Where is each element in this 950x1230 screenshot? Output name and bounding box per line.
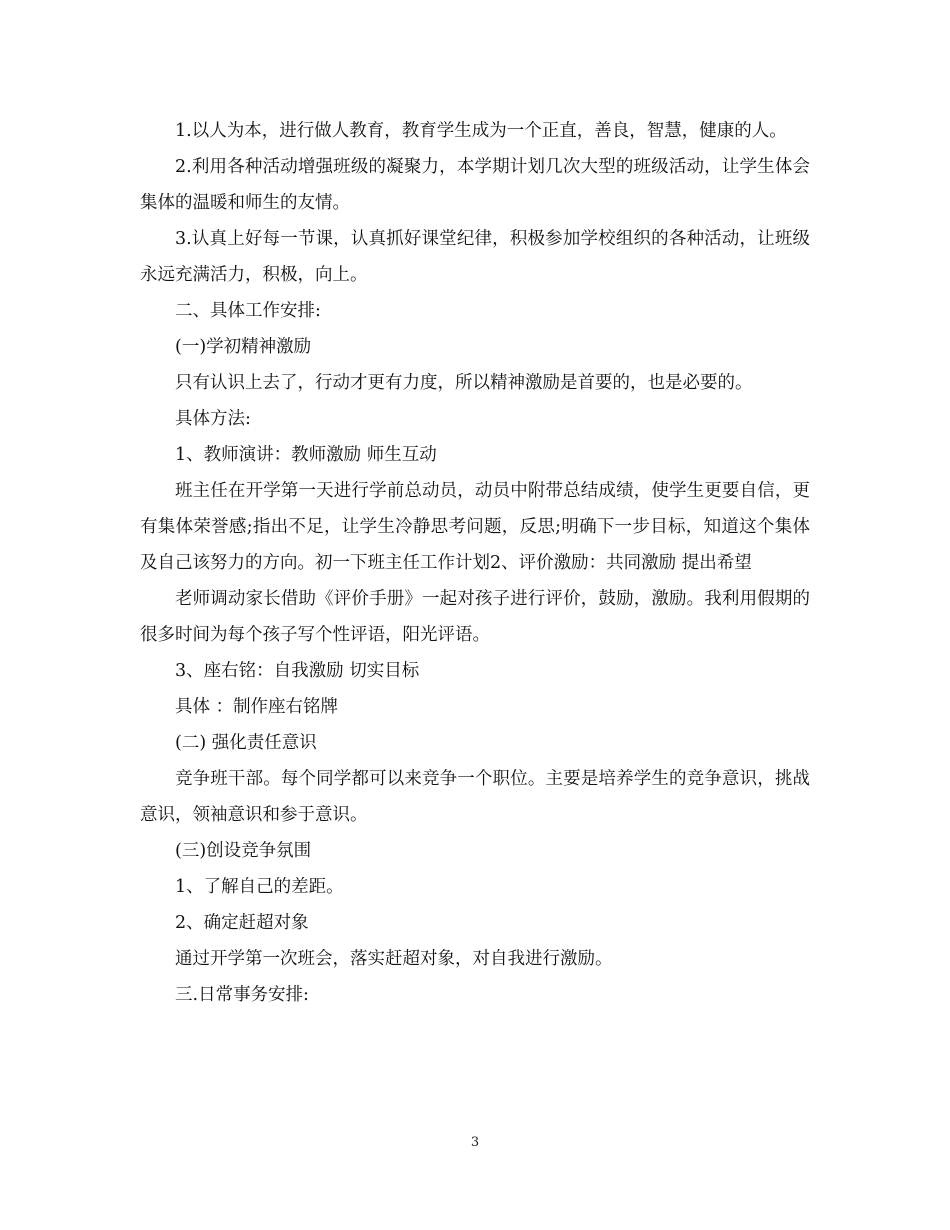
item-motto-plaque: 具体 ：制作座右铭牌 bbox=[175, 697, 339, 717]
paragraph-goal-3: 3.认真上好每一节课，认真抓好课堂纪律，积极参加学校组织的各种活动，让班级永远充满活力，积极，向上。 bbox=[140, 229, 810, 285]
paragraph-goal-2: 2.利用各种活动增强班级的凝聚力，本学期计划几次大型的班级活动，让学生体会集体的温暖和师生的友情。 bbox=[140, 157, 810, 213]
paragraph-mobilization: 班主任在开学第一天进行学前总动员，动员中附带总结成绩，使学生更要自信，更有集体荣誉感;指出不足，让学生冷静思考问题，反思;明确下一步目标，知道这个集体及自己该努力的方向。初一下班主任工作计划2、评价激励：共同激励 提出希望 bbox=[140, 481, 810, 573]
paragraph-first-meeting: 通过开学第一次班会，落实赶超对象，对自我进行激励。 bbox=[175, 949, 613, 969]
section-heading-work-arrangement: 二、具体工作安排: bbox=[175, 301, 321, 321]
subheading-spirit-motivation: (一)学初精神激励 bbox=[175, 337, 312, 357]
item-motto: 3、座右铭：自我激励 切实目标 bbox=[175, 661, 420, 681]
document-body bbox=[140, 113, 810, 1013]
page-number: 3 bbox=[470, 1135, 480, 1150]
item-teacher-speech: 1、教师演讲：教师激励 师生互动 bbox=[175, 445, 437, 465]
subheading-competition: (三)创设竞争氛围 bbox=[175, 841, 312, 861]
paragraph-class-cadre: 竞争班干部。每个同学都可以来竞争一个职位。主要是培养学生的竞争意识，挑战意识，领袖意识和参于意识。 bbox=[140, 769, 810, 825]
paragraph-spirit-intro: 只有认识上去了，行动才更有力度，所以精神激励是首要的，也是必要的。 bbox=[175, 373, 753, 393]
item-set-target: 2、确定赶超对象 bbox=[175, 913, 309, 933]
section-heading-daily-affairs: 三.日常事务安排: bbox=[175, 985, 309, 1005]
paragraph-evaluation: 老师调动家长借助《评价手册》一起对孩子进行评价，鼓励，激励。我利用假期的很多时间为每个孩子写个性评语，阳光评语。 bbox=[140, 589, 810, 645]
subheading-responsibility: (二) 强化责任意识 bbox=[175, 733, 317, 753]
label-specific-methods: 具体方法: bbox=[175, 409, 251, 429]
item-understand-gap: 1、了解自己的差距。 bbox=[175, 877, 344, 897]
paragraph-goal-1: 1.以人为本，进行做人教育，教育学生成为一个正直，善良，智慧，健康的人。 bbox=[175, 121, 787, 141]
